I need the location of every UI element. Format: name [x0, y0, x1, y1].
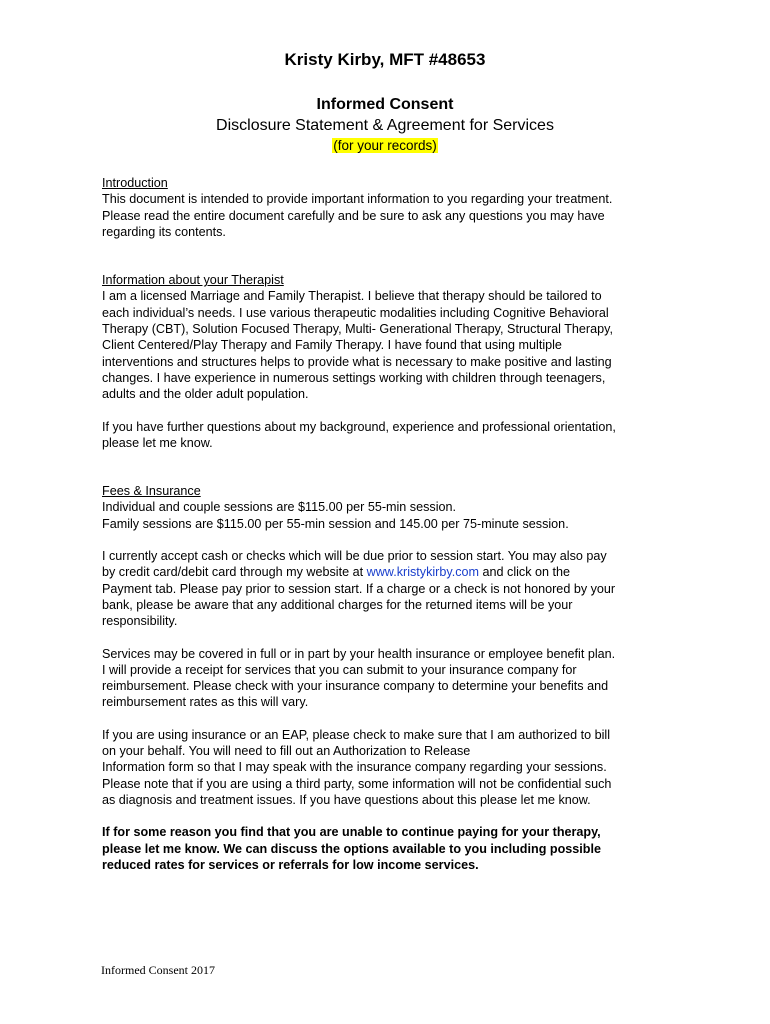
text-line: responsibility. [102, 614, 178, 629]
text-line: Please read the entire document carefully and be sure to ask any questions you may have [102, 208, 605, 223]
page-title: Kristy Kirby, MFT #48653 [284, 50, 486, 69]
text-line: If you are using insurance or an EAP, please check to make sure that I am authorized to bill [102, 727, 610, 742]
text-line: Therapy (CBT), Solution Focused Therapy, Multi- Generational Therapy, Structural Therapy, [102, 322, 613, 337]
document-body [102, 175, 672, 873]
text-line: reimbursement. Please check with your insurance company to determine your benefits and [102, 679, 609, 694]
text-line: Services may be covered in full or in part by your health insurance or employee benefit plan. [102, 646, 616, 661]
text-line: as diagnosis and treatment issues. If you have questions about this please let me know. [102, 792, 591, 807]
text-line: Payment tab. Please pay prior to session start. If a charge or a check is not honored by your [102, 581, 616, 596]
bold-text-line: reduced rates for services or referrals for low income services. [102, 857, 479, 872]
text-fragment: by credit card/debit card through my website at [102, 565, 367, 580]
records-note-highlight: (for your records) [333, 138, 437, 153]
text-line: on your behalf. You will need to fill out an Authorization to Release [102, 744, 471, 759]
section-heading-therapist: Information about your Therapist [102, 273, 284, 288]
text-line: please let me know. [102, 435, 213, 450]
text-line: Client Centered/Play Therapy and Family Therapy. I have found that using multiple [102, 338, 562, 353]
text-line: I will provide a receipt for services that you can submit to your insurance company for [102, 662, 577, 677]
section-heading-introduction: Introduction [102, 176, 168, 190]
page-footer: Informed Consent 2017 [101, 963, 215, 977]
text-line: I currently accept cash or checks which will be due prior to session start. You may also pay [102, 549, 607, 564]
text-line: I am a licensed Marriage and Family Therapist. I believe that therapy should be tailored to [102, 289, 602, 304]
bold-text-line: If for some reason you find that you are unable to continue paying for your therapy, [102, 825, 601, 840]
section-heading-fees: Fees & Insurance [102, 484, 201, 499]
text-line: reimbursement rates as this will vary. [102, 695, 309, 710]
text-line: changes. I have experience in numerous settings working with children through teenagers, [102, 370, 606, 385]
text-line-with-link [102, 564, 672, 580]
document-title: Informed Consent [316, 96, 454, 113]
text-line: Information form so that I may speak with the insurance company regarding your sessions. [102, 760, 607, 775]
text-line: If you have further questions about my background, experience and professional orientation, [102, 419, 616, 434]
document-subtitle: Disclosure Statement & Agreement for Services [216, 117, 554, 134]
text-line: bank, please be aware that any additional charges for the returned items will be your [102, 597, 573, 612]
text-line: Individual and couple sessions are $115.00 per 55-min session. [102, 500, 457, 515]
text-line: Family sessions are $115.00 per 55-min session and 145.00 per 75-minute session. [102, 516, 569, 531]
website-link[interactable]: www.kristykirby.com [366, 565, 480, 580]
text-line: Please note that if you are using a third party, some information will not be confidential such [102, 776, 612, 791]
records-note [0, 138, 770, 153]
text-line: This document is intended to provide important information to you regarding your treatment. [102, 192, 613, 207]
text-line: regarding its contents. [102, 224, 226, 239]
bold-text-line: please let me know. We can discuss the options available to you including possible [102, 841, 601, 856]
text-line: adults and the older adult population. [102, 387, 309, 402]
text-line: each individual’s needs. I use various therapeutic modalities including Cognitive Behavioral [102, 305, 609, 320]
text-fragment: and click on the [479, 565, 571, 580]
text-line: interventions and structures helps to provide what is necessary to make positive and lasting [102, 354, 612, 369]
